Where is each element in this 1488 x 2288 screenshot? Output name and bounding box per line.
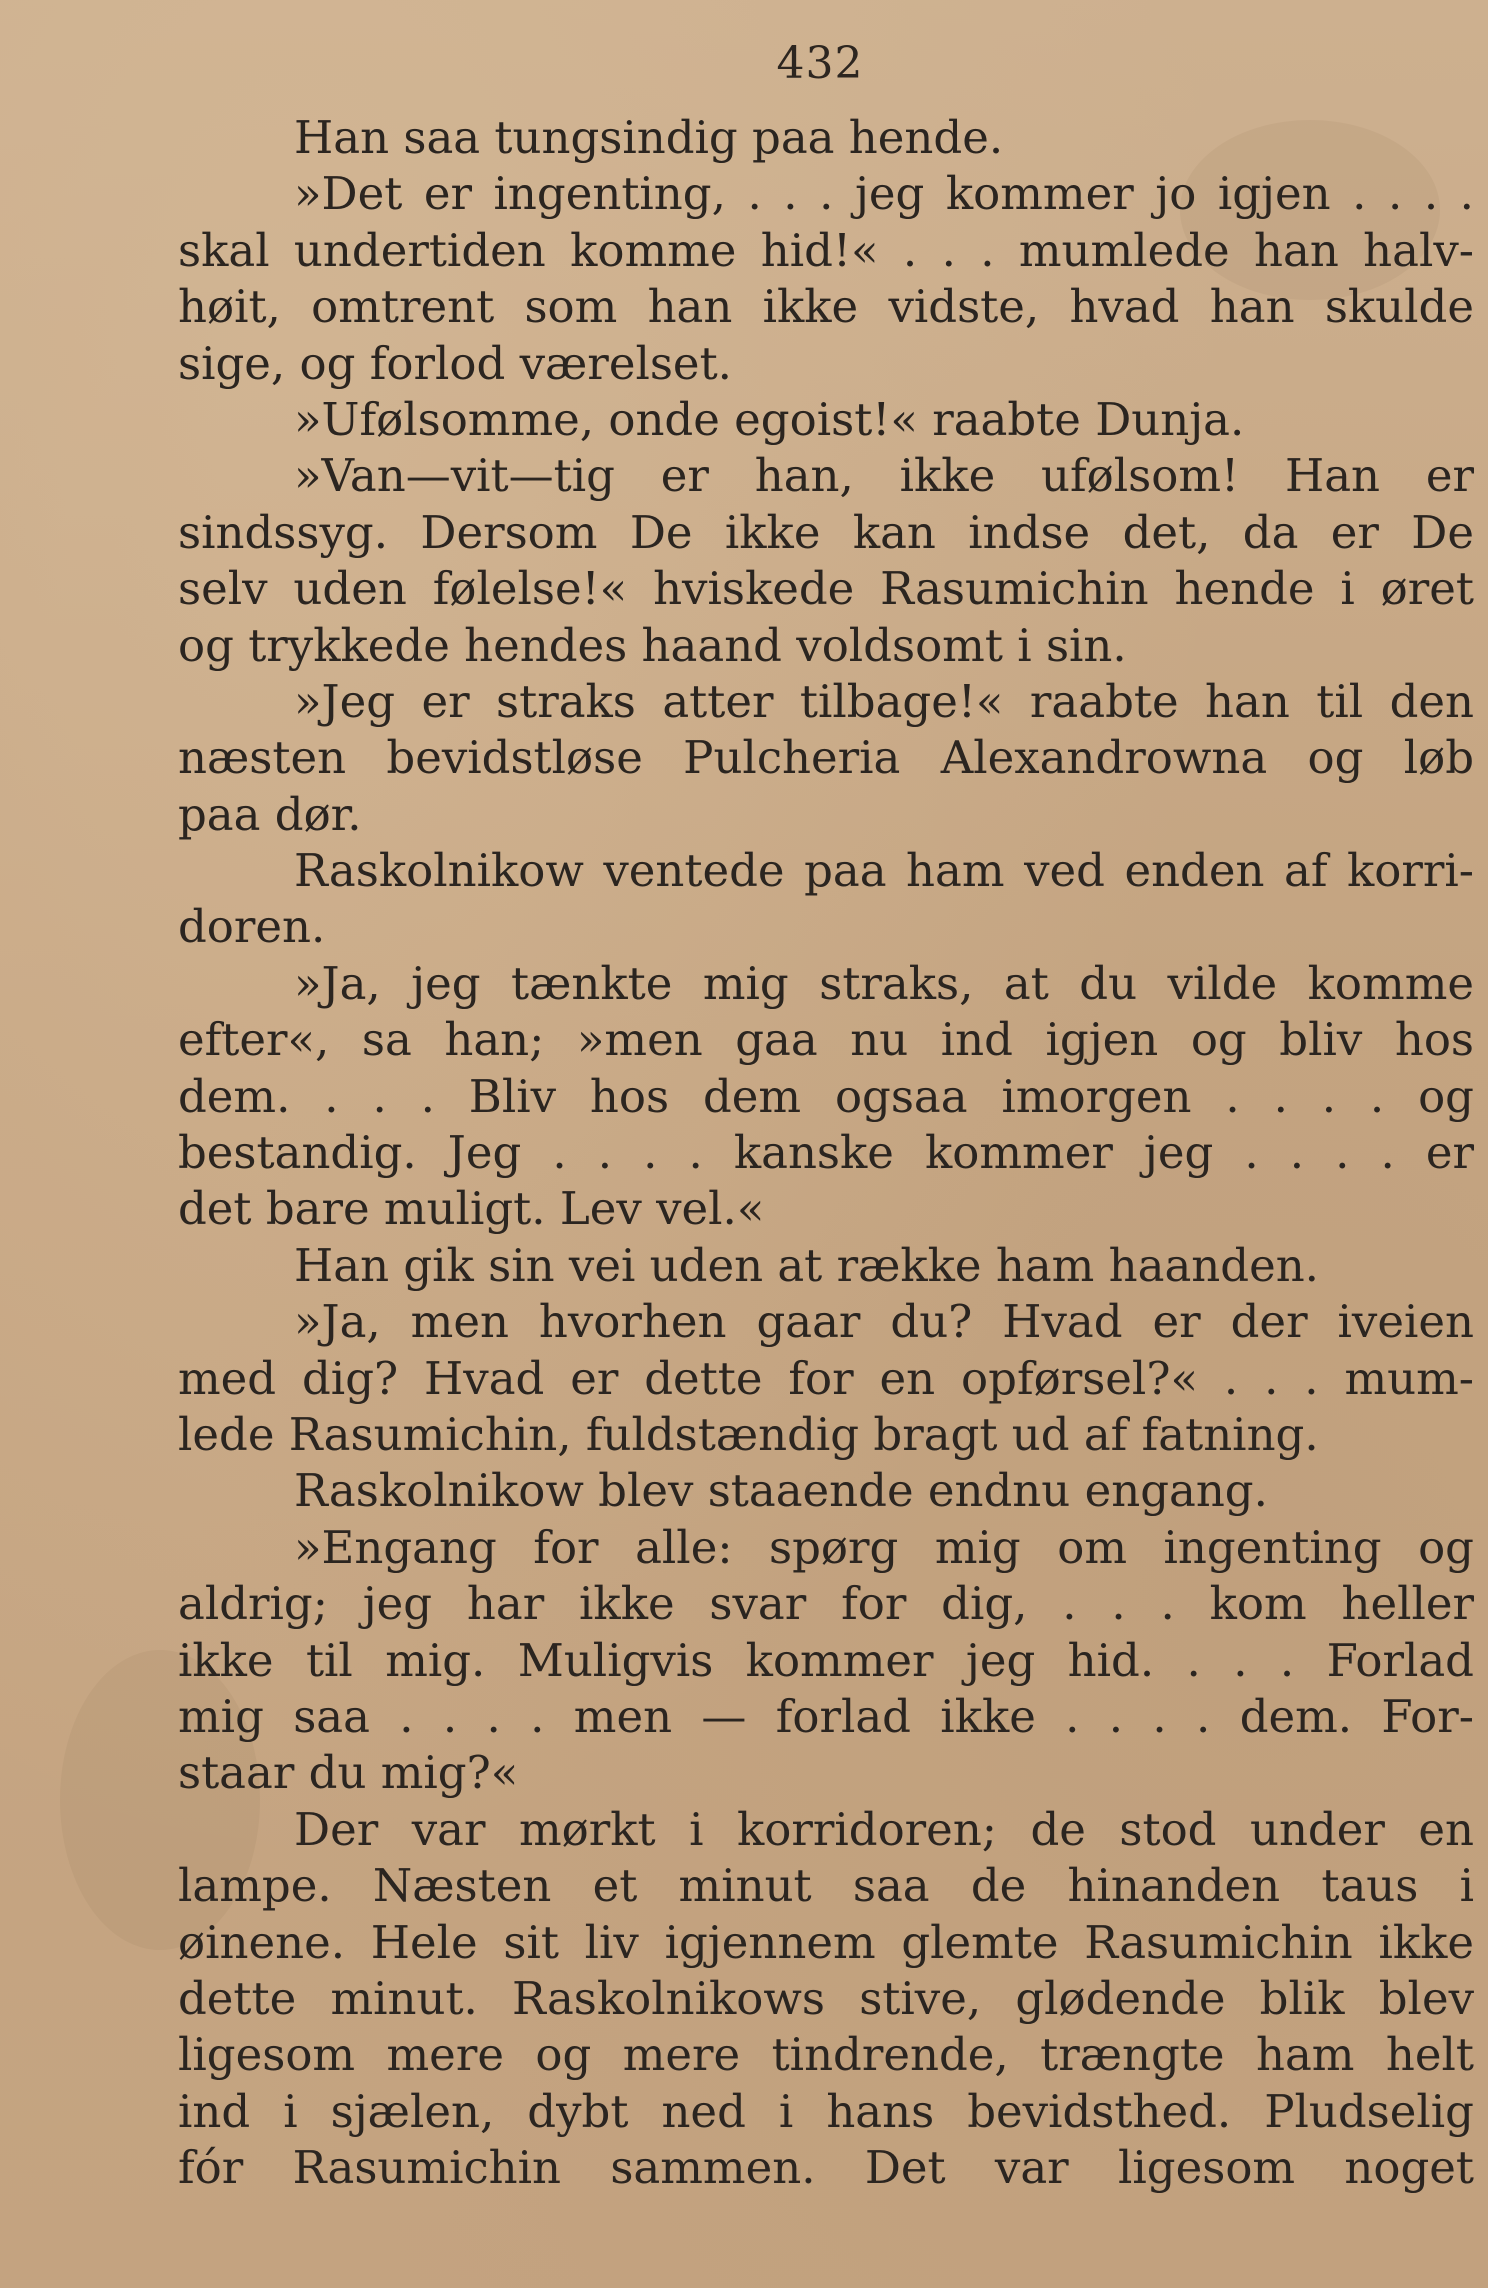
text-line: Han saa tungsindig paa hende.	[294, 111, 1004, 164]
text-line: næsten bevidstløse Pulcheria Alexandrowna og løb	[178, 731, 1474, 785]
text-line: dette minut. Raskolnikows stive, glødende blik blev	[178, 1971, 1474, 2025]
text-line: »Det er ingenting, . . . jeg kommer jo igjen . . . .	[294, 167, 1474, 221]
text-line: »Ufølsomme, onde egoist!« raabte Dunja.	[294, 392, 1245, 446]
text-line: »Engang for alle: spørg mig om ingenting og	[294, 1520, 1474, 1574]
text-line: lampe. Næsten et minut saa de hinanden taus i	[178, 1859, 1474, 1913]
text-line: og trykkede hendes haand voldsomt i sin.	[178, 618, 1127, 672]
text-line: sindssyg. Dersom De ikke kan indse det, da er De	[178, 505, 1474, 559]
text-line: ligesom mere og mere tindrende, trængte ham helt	[178, 2028, 1474, 2082]
body-text	[178, 110, 1474, 2196]
text-line: »Jeg er straks atter tilbage!« raabte han til den	[294, 674, 1474, 728]
text-line: selv uden følelse!« hviskede Rasumichin hende i øret	[178, 562, 1474, 616]
text-line: øinene. Hele sit liv igjennem glemte Rasumichin ikke	[178, 1915, 1474, 1969]
text-line: ind i sjælen, dybt ned i hans bevidsthed. Pludselig	[178, 2084, 1474, 2138]
text-line: med dig? Hvad er dette for en opførsel?« . . . mum-	[178, 1351, 1474, 1405]
text-line: »Ja, men hvorhen gaar du? Hvad er der iveien	[294, 1295, 1474, 1349]
text-line: paa dør.	[178, 787, 362, 841]
page-number: 432	[776, 38, 864, 89]
text-line: Der var mørkt i korridoren; de stod under en	[294, 1802, 1474, 1856]
text-line: efter«, sa han; »men gaa nu ind igjen og bliv hos	[178, 1013, 1474, 1067]
text-line: mig saa . . . . men — forlad ikke . . . . dem. For-	[178, 1689, 1474, 1743]
text-line: ikke til mig. Muligvis kommer jeg hid. . . . Forlad	[178, 1633, 1474, 1687]
text-line: dem. . . . Bliv hos dem ogsaa imorgen . . . . og	[178, 1069, 1474, 1123]
text-line: staar du mig?«	[178, 1746, 519, 1800]
text-line: fór Rasumichin sammen. Det var ligesom noget	[178, 2141, 1474, 2195]
text-line: bestandig. Jeg . . . . kanske kommer jeg . . . . er	[178, 1126, 1474, 1180]
text-line: høit, omtrent som han ikke vidste, hvad han skulde	[178, 280, 1474, 334]
text-line: Han gik sin vei uden at række ham haanden.	[294, 1238, 1319, 1292]
text-line: sige, og forlod værelset.	[178, 336, 732, 390]
text-line: skal undertiden komme hid!« . . . mumlede han halv-	[178, 223, 1474, 277]
text-line: »Ja, jeg tænkte mig straks, at du vilde komme	[294, 956, 1474, 1010]
text-line: lede Rasumichin, fuldstændig bragt ud af fatning.	[178, 1407, 1319, 1461]
text-line: doren.	[178, 900, 326, 954]
text-line: Raskolnikow blev staaende endnu engang.	[294, 1464, 1268, 1518]
text-line: aldrig; jeg har ikke svar for dig, . . . kom heller	[178, 1577, 1474, 1631]
text-line: »Van—vit—tig er han, ikke ufølsom! Han er	[294, 449, 1474, 503]
text-line: Raskolnikow ventede paa ham ved enden af korri-	[294, 844, 1474, 898]
text-line: det bare muligt. Lev vel.«	[178, 1182, 765, 1236]
